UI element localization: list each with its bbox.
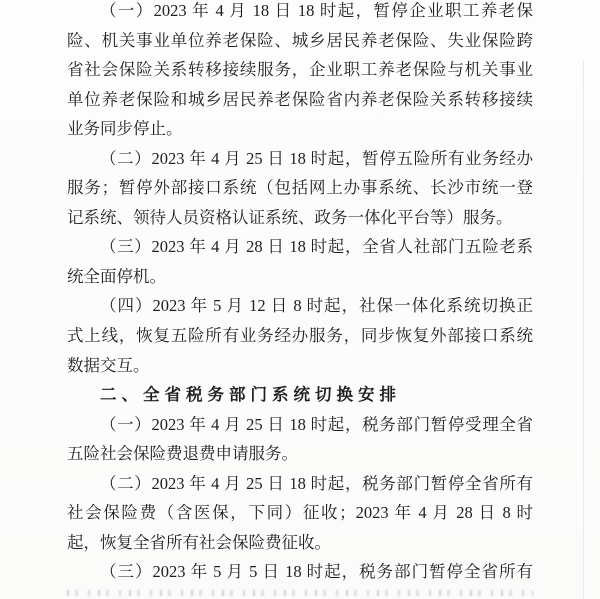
text-line: 数据交互。 — [67, 355, 150, 375]
text-line: （一）2023 年 4 月 25 日 18 时起，税务部门暂停受理全省 — [100, 414, 533, 434]
text-line: （二）2023 年 4 月 25 日 18 时起，税务部门暂停全省所有 — [100, 473, 533, 493]
text-line: 业务同步停止。 — [67, 119, 183, 139]
text-line: （二）2023 年 4 月 25 日 18 时起，暂停五险所有业务经办 — [100, 148, 533, 168]
text-line: 险、机关事业单位养老保险、城乡居民养老保险、失业保险跨 — [67, 30, 533, 50]
document-text — [67, 0, 533, 587]
text-line: （三）2023 年 5 月 5 日 18 时起，税务部门暂停全省所有 — [100, 562, 533, 582]
text-line: 服务；暂停外部接口系统（包括网上办事系统、长沙市统一登 — [67, 178, 533, 198]
text-line: 社会保险费（含医保，下同）征收；2023 年 4 月 28 日 8 时 — [67, 503, 533, 523]
bottom-cutoff-text-remnant — [67, 590, 533, 596]
text-line: 统全面停机。 — [67, 266, 166, 286]
text-line: （三）2023 年 4 月 28 日 18 时起，全省人社部门五险老系 — [100, 237, 533, 257]
scan-edge-line — [583, 60, 584, 599]
section-heading: 二、全省税务部门系统切换安排 — [100, 385, 401, 405]
text-line: 省社会保险关系转移接续服务，企业职工养老保险与机关事业 — [67, 60, 533, 80]
text-line: 起，恢复全省所有社会保险费征收。 — [67, 532, 331, 552]
text-line: 单位养老保险和城乡居民养老保险省内养老保险关系转移接续 — [67, 89, 533, 109]
text-line: 式上线，恢复五险所有业务经办服务，同步恢复外部接口系统 — [67, 326, 533, 346]
text-line: 记系统、领待人员资格认证系统、政务一体化平台等）服务。 — [67, 207, 513, 227]
text-line: （一）2023 年 4 月 18 日 18 时起，暂停企业职工养老保 — [100, 1, 533, 20]
text-line: 五险社会保险费退费申请服务。 — [67, 444, 298, 464]
text-line: （四）2023 年 5 月 12 日 8 时起，社保一体化系统切换正 — [100, 296, 533, 316]
